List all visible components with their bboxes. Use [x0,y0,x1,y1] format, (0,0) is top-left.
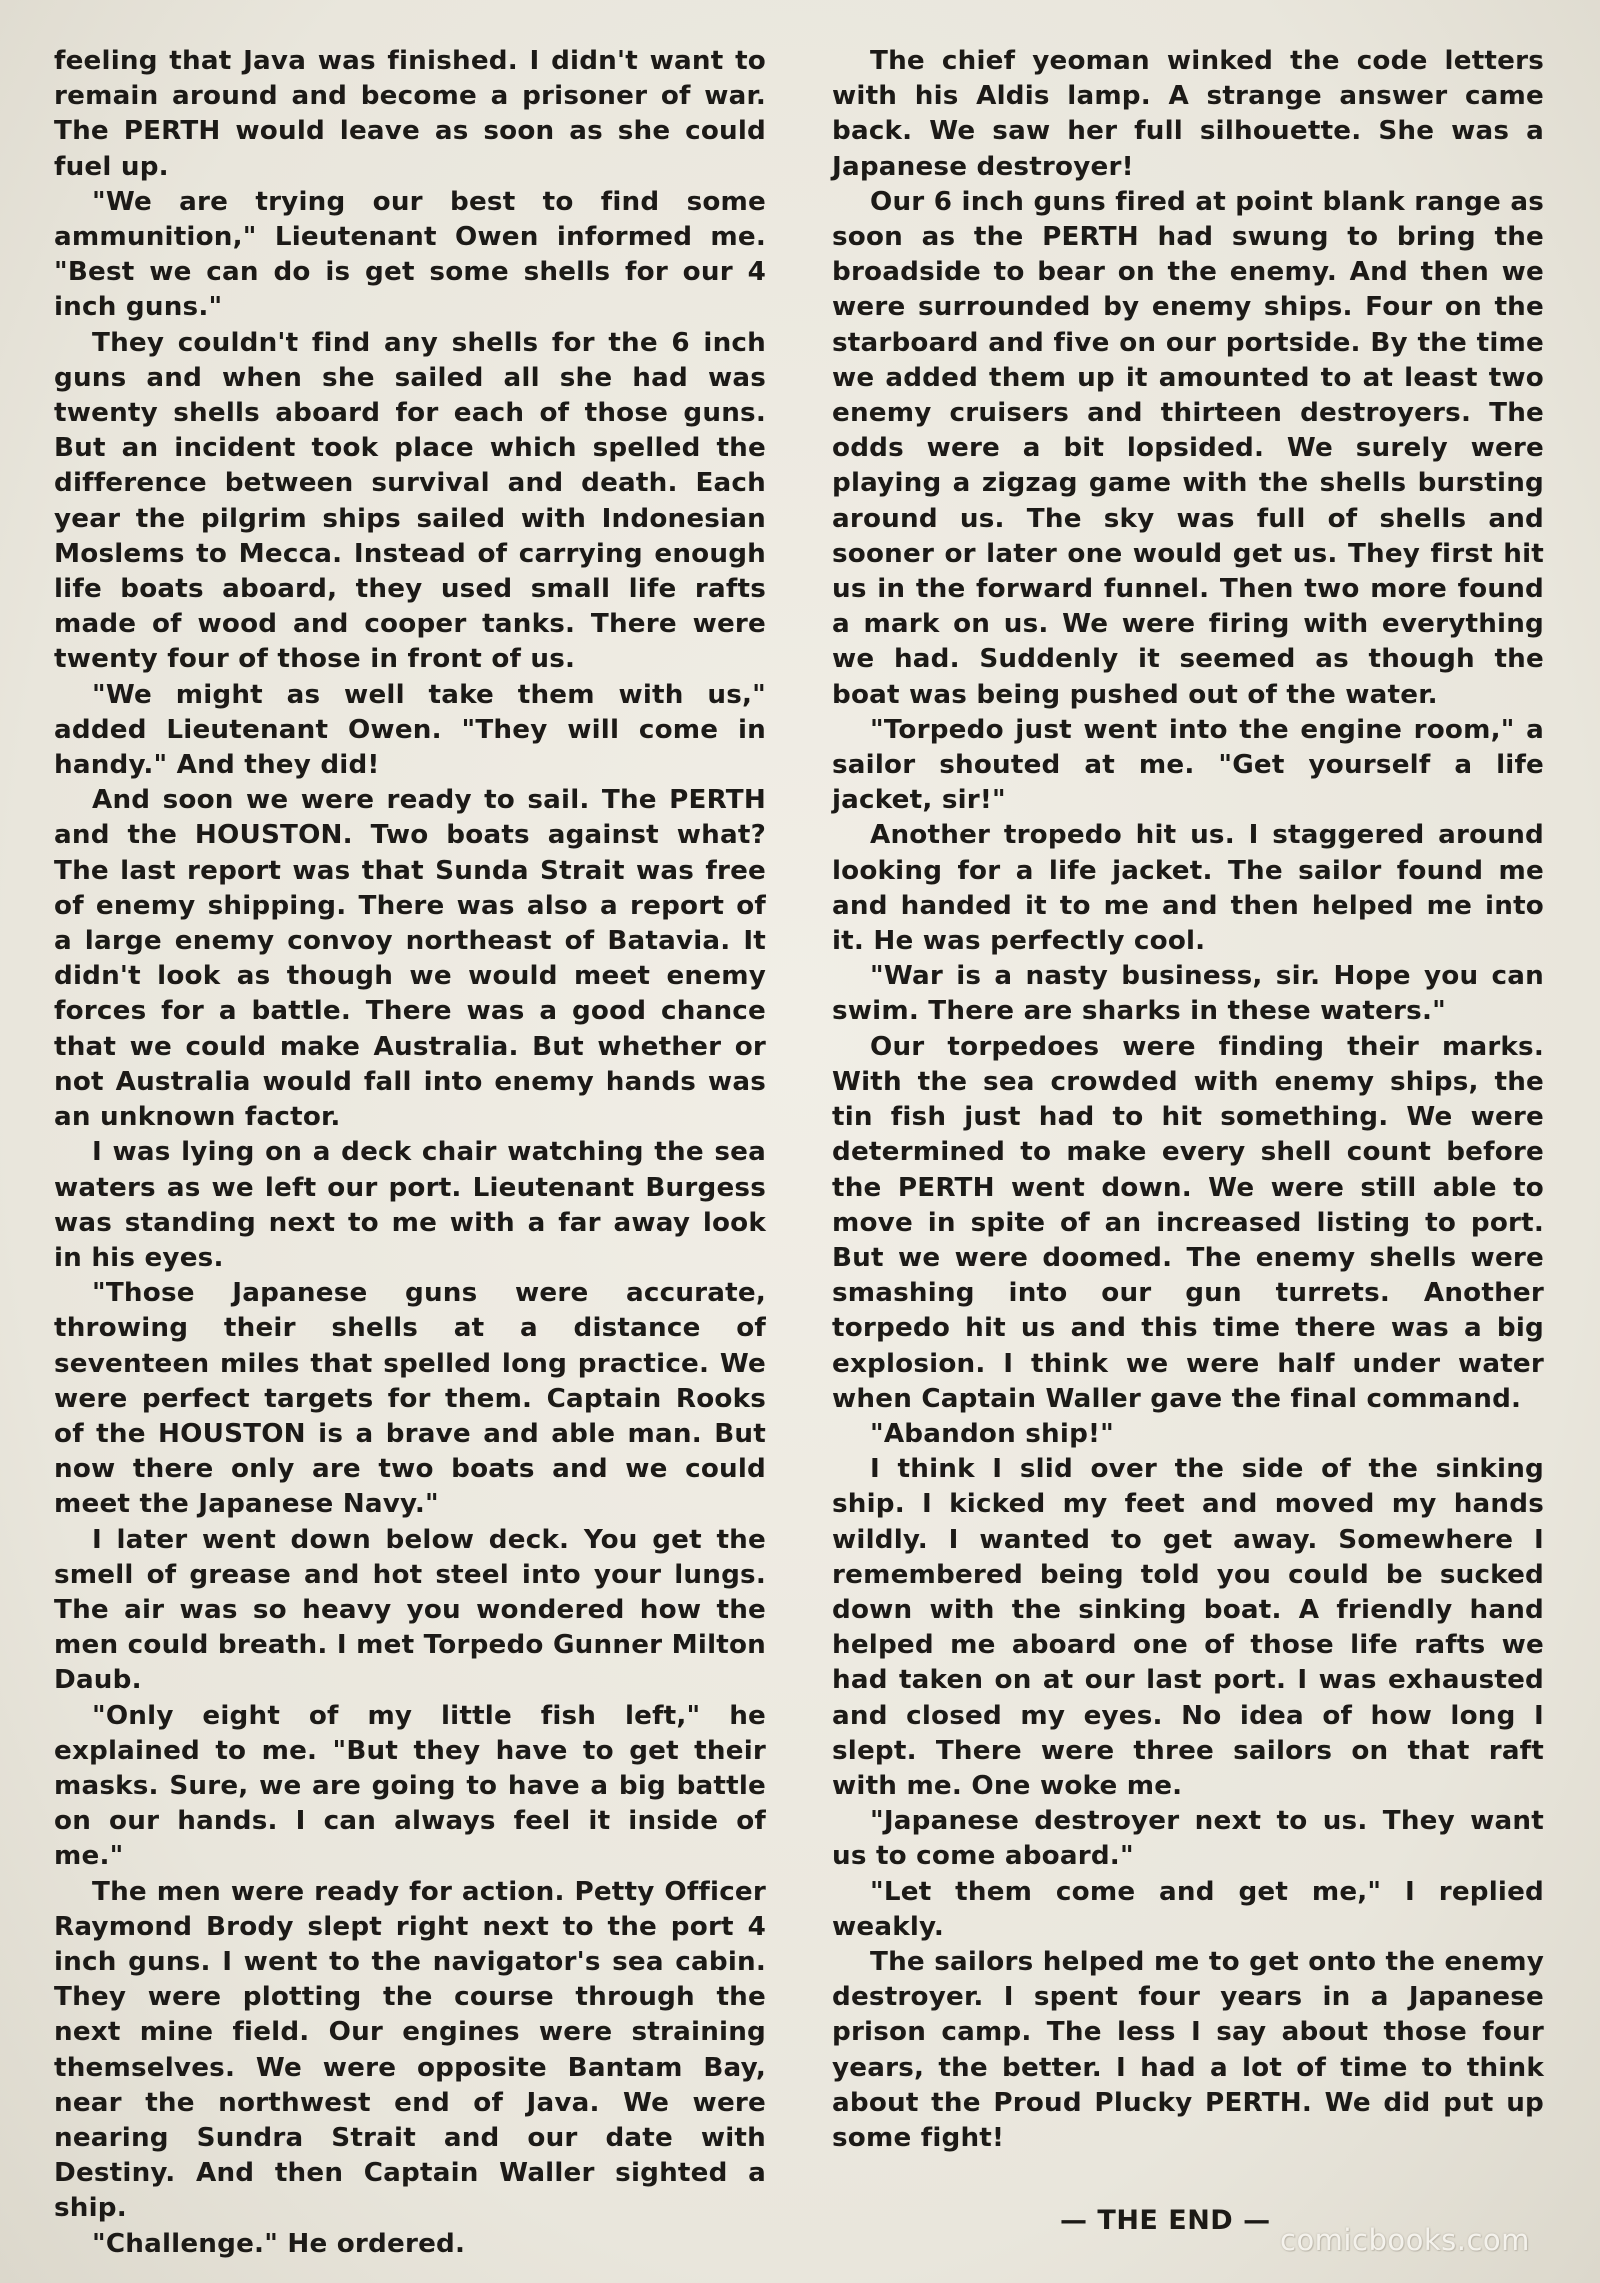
paragraph: Our 6 inch guns fired at point blank range as soon as the PERTH had swung to bring the broadside to bear on the enemy. And then we were surrounded by enemy ships. Four on the starboard and five on our portside. By the time we added them up it amounted to at least two enemy cruisers and thirteen destroyers. The odds were a bit lopsided. We surely were playing a zigzag game with the shells bursting around us. The sky was full of shells and sooner or later one would get us. They first hit us in the forward funnel. Then two more found a mark on us. We were firing with everything we had. Suddenly it seemed as though the boat was being pushed out of the water. [832,186,1544,710]
paragraph: They couldn't find any shells for the 6 inch guns and when she sailed all she had was twenty shells aboard for each of those guns. But an incident took place which spelled the difference between survival and death. Each year the pilgrim ships sailed with Indonesian Moslems to Mecca. Instead of carrying enough life boats aboard, they used small life rafts made of wood and cooper tanks. There were twenty four of those in front of us. [54,327,766,675]
left-text-column [54,44,766,2262]
paragraph: I think I slid over the side of the sinking ship. I kicked my feet and moved my hands wildly. I wanted to get away. Somewhere I remembered being told you could be sucked down with the sinking boat. A friendly hand helped me aboard one of those life rafts we had taken on at our last port. I was exhausted and closed my eyes. No idea of how long I slept. There were three sailors on that raft with me. One woke me. [832,1454,1544,1801]
paragraph: "Japanese destroyer next to us. They want us to come aboard." [832,1806,1544,1872]
paragraph: And soon we were ready to sail. The PERTH and the HOUSTON. Two boats against what? The last report was that Sunda Strait was free of enemy shipping. There was also a report of a large enemy convoy northeast of Batavia. It didn't look as though we would meet enemy forces for a battle. There was a good chance that we could make Australia. But whether or not Australia would fall into enemy hands was an unknown factor. [54,785,766,1133]
paragraph: I was lying on a deck chair watching the sea waters as we left our port. Lieutenant Burgess was standing next to me with a far away look in his eyes. [54,1137,766,1273]
paragraph: "Abandon ship!" [870,1418,1115,1449]
paragraph: "Challenge." He ordered. [92,2228,466,2259]
paragraph: The chief yeoman winked the code letters with his Aldis lamp. A strange answer came back. We saw her full silhouette. She was a Japanese destroyer! [832,46,1544,182]
the-end-mark: — THE END — [1060,2205,1271,2236]
right-text-column [832,44,1544,2156]
paragraph: "We might as well take them with us," added Lieutenant Owen. "They will come in handy." And they did! [54,679,766,781]
paragraph: "We are trying our best to find some ammunition," Lieutenant Owen informed me. "Best we can do is get some shells for our 4 inch guns." [54,186,766,323]
paragraph: "War is a nasty business, sir. Hope you can swim. There are sharks in these waters." [832,961,1544,1027]
paragraph: Another tropedo hit us. I staggered around looking for a life jacket. The sailor found me and handed it to me and then helped me into it. He was perfectly cool. [832,820,1544,957]
paragraph: "Those Japanese guns were accurate, throwing their shells at a distance of seventeen miles that spelled long practice. We were perfect targets for them. Captain Rooks of the HOUSTON is a brave and able man. But now there only are two boats and we could meet the Japanese Navy." [54,1278,766,1520]
site-watermark: comicbooks.com [1280,2223,1530,2257]
paragraph: feeling that Java was finished. I didn't want to remain around and become a prisoner of war. The PERTH would leave as soon as she could fuel up. [54,46,766,182]
paragraph: "Let them come and get me," I replied weakly. [832,1876,1544,1942]
paragraph: The men were ready for action. Petty Officer Raymond Brody slept right next to the port 4 inch guns. I went to the navigator's sea cabin. They were plotting the course through the next mine field. Our engines were straining themselves. We were opposite Bantam Bay, near the northwest end of Java. We were nearing Sundra Strait and our date with Destiny. And then Captain Waller sighted a ship. [54,1876,766,2224]
paragraph: Our torpedoes were finding their marks. With the sea crowded with enemy ships, the tin fish just had to hit something. We were determined to make every shell count before the PERTH went down. We were still able to move in spite of an increased listing to port. But we were doomed. The enemy shells were smashing into our gun turrets. Another torpedo hit us and this time there was a big explosion. I think we were half under water when Captain Waller gave the final command. [832,1031,1544,1414]
paragraph: I later went down below deck. You get the smell of grease and hot steel into your lungs. The air was so heavy you wondered how the men could breath. I met Torpedo Gunner Milton Daub. [54,1524,766,1696]
paragraph: The sailors helped me to get onto the enemy destroyer. I spent four years in a Japanese prison camp. The less I say about those four years, the better. I had a lot of time to think about the Proud Plucky PERTH. We did put up some fight! [832,1946,1544,2153]
paragraph: "Torpedo just went into the engine room," a sailor shouted at me. "Get yourself a life jacket, sir!" [832,714,1544,816]
paragraph: "Only eight of my little fish left," he explained to me. "But they have to get their masks. Sure, we are going to have a big battle on our hands. I can always feel it inside of me." [54,1700,766,1872]
